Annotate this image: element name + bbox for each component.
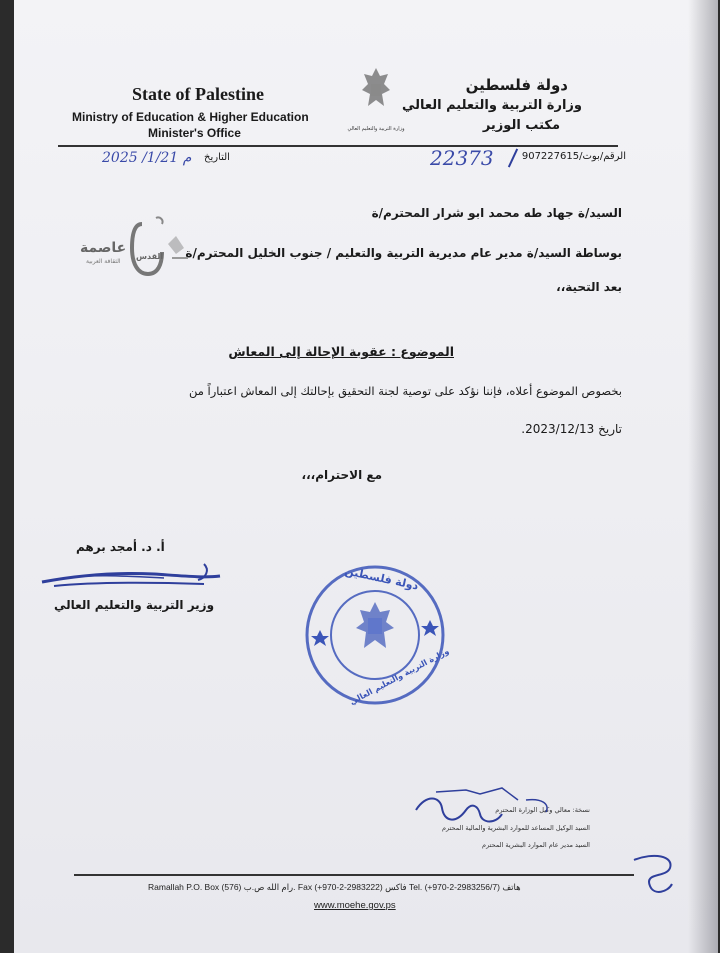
header-en-office: Minister's Office (148, 126, 241, 140)
subject: الموضوع : عقوبة الإحالة إلى المعاش (228, 344, 454, 359)
date-handwritten: 2025 /1/21 م (102, 150, 192, 166)
logo-inner: القدس (136, 252, 164, 261)
body-line-1: بخصوص الموضوع أعلاه، فإننا نؤكد على توصية لجنة التحقيق بإحالتك إلى المعاش اعتباراً من (188, 384, 622, 398)
header-en-title: State of Palestine (132, 84, 264, 104)
eagle-emblem-icon (356, 64, 396, 124)
date-label: التاريخ (204, 152, 230, 163)
stamp-ring-text-2: وزارة التربية والتعليم العالي (348, 646, 451, 707)
footer-website[interactable]: www.moehe.gov.ps (314, 900, 396, 911)
footer-address: Ramallah P.O. Box (576) رام الله ص.ب. Fax (+970-2-2983222) فاكس Tel. (+970-2-2983256/7) هاتف (148, 882, 521, 892)
cc-line-2: السيد الوكيل المساعد للموارد البشرية والمالية المحترم (441, 824, 590, 832)
header-en-ministry: Ministry of Education & Higher Education (72, 110, 309, 124)
body-line-2: تاريخ 2023/12/13. (521, 422, 622, 436)
header-divider (58, 145, 618, 147)
document-page (14, 0, 718, 953)
initials-signature (406, 780, 556, 840)
cc-line-3: السيد مدير عام الموارد البشرية المحترم (482, 841, 590, 849)
header-ar-state: دولة فلسطين (465, 76, 568, 94)
header-ar-office: مكتب الوزير (482, 118, 560, 133)
page-edge-shadow (688, 0, 718, 953)
logo-text: عاصمة (80, 240, 127, 256)
recipient-line-2: بوساطة السيد/ة مدير عام مديرية التربية والتعليم / جنوب الخليل المحترم/ة (185, 246, 622, 260)
reference-number: الرقم/بوت/907227615 (521, 151, 626, 162)
cc-line-1: نسخة: معالي وكيل الوزارة المحترم (495, 806, 590, 814)
logo-sub: الثقافة العربية (86, 258, 121, 265)
header-ar-ministry: وزارة التربية والتعليم العالي (401, 98, 582, 113)
recipient-line-1: السيد/ة جهاد طه محمد ابو شرار المحترم/ة (371, 206, 622, 220)
signatory-name: أ. د. أمجد برهم (76, 540, 165, 554)
greeting: بعد التحية،، (556, 280, 622, 294)
reference-slash (508, 149, 518, 168)
closing: مع الاحترام،،، (301, 468, 382, 482)
signatory-title: وزير التربية والتعليم العالي (54, 598, 215, 612)
emblem-caption: وزارة التربية والتعليم العالي (347, 126, 405, 132)
footer-divider (74, 874, 634, 876)
minister-signature (34, 556, 224, 596)
reference-handwritten: 22373 (430, 146, 494, 170)
stamp-ring-text: دولة فلسطين (343, 564, 420, 593)
